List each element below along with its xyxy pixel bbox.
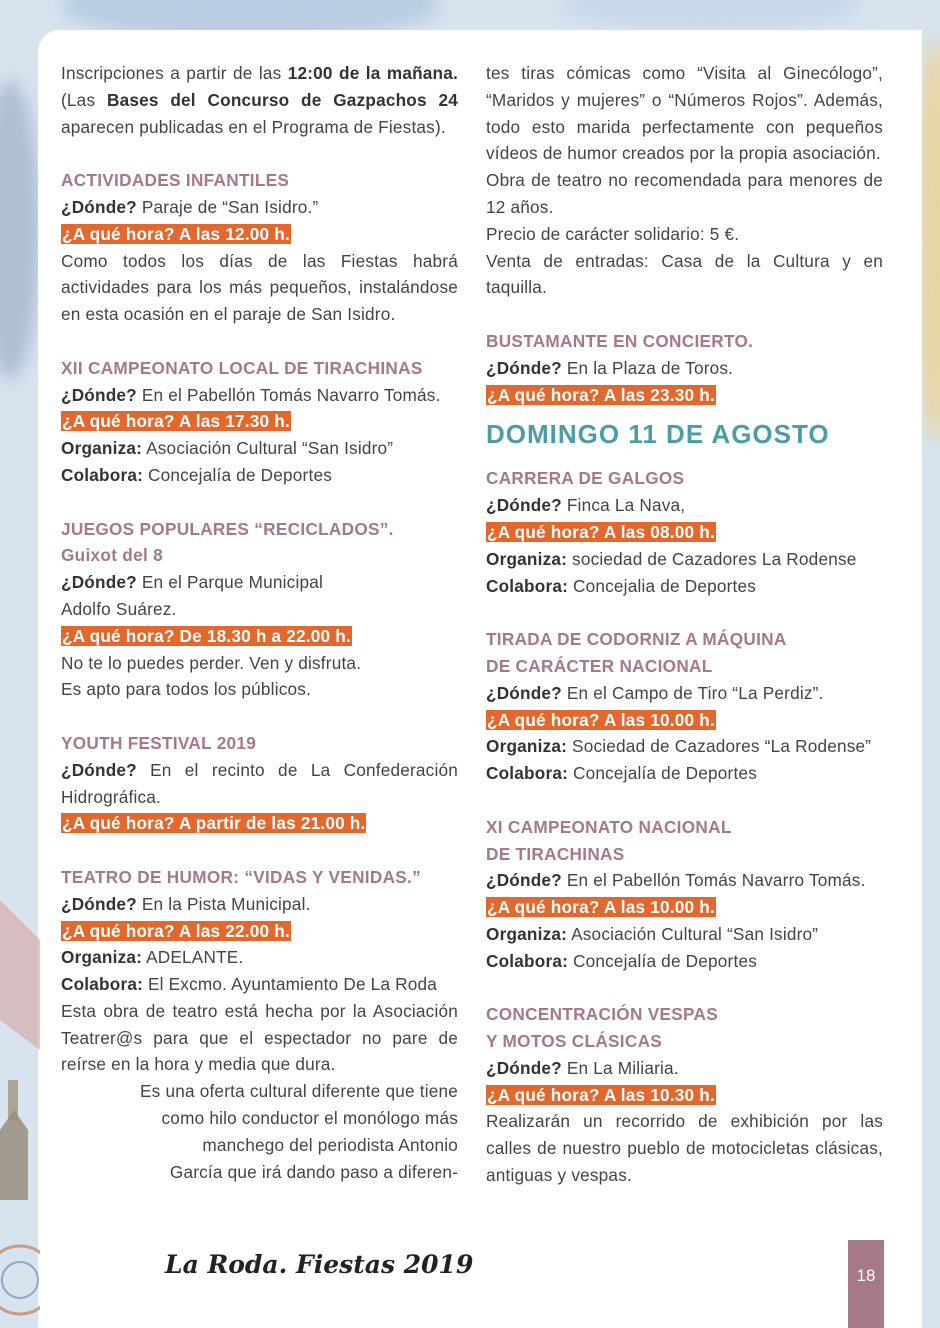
organizer-value: ADELANTE.: [142, 947, 244, 968]
event-collaborator: [486, 573, 883, 600]
event-organizer: [486, 921, 883, 948]
organizer-label: Organiza:: [486, 736, 568, 757]
where-value: Finca La Nava,: [561, 495, 686, 516]
event-time: [486, 1082, 883, 1109]
where-value: En el Campo de Tiro “La Perdiz”.: [561, 682, 824, 703]
event-collaborator: [61, 462, 458, 489]
teatro-description-continued: tes tiras cómicas como “Visita al Ginecólogo”, “Maridos y mujeres” o “Números Rojos”. Además, todo esto marida perfectamente con pequeños vídeos de humor creados por la propia asociación.: [486, 63, 883, 164]
event-title: CONCENTRACIÓN VESPAS: [486, 1004, 719, 1025]
event-time: [61, 918, 458, 945]
event-title: ACTIVIDADES INFANTILES: [61, 170, 290, 191]
event-description: como hilo conductor el monólogo más: [161, 1108, 458, 1129]
where-label: ¿Dónde?: [486, 357, 562, 378]
page-number: 18: [856, 1266, 876, 1285]
where-label: ¿Dónde?: [61, 196, 137, 217]
time-highlight: ¿A qué hora? A las 12.00 h.: [62, 223, 290, 244]
collaborator-label: Colabora:: [486, 763, 569, 784]
intro-text: (Las: [61, 89, 107, 110]
teatro-price: Precio de carácter solidario: 5 €.: [486, 223, 740, 244]
where-value: En el Parque Municipal: [136, 572, 324, 593]
event-collaborator: [486, 760, 883, 787]
organizer-label: Organiza:: [486, 923, 568, 944]
event-location: [61, 382, 458, 409]
event-location: [61, 757, 458, 811]
where-label: ¿Dónde?: [486, 870, 562, 891]
left-column: [61, 60, 458, 1185]
time-highlight: ¿A qué hora? A las 10.30 h.: [487, 1084, 715, 1105]
intro-time: 12:00 de la mañana.: [287, 63, 458, 83]
where-value: En la Pista Municipal.: [136, 893, 311, 914]
town-illustration-icon: [0, 900, 40, 1328]
event-title: TEATRO DE HUMOR: “VIDAS Y VENIDAS.”: [61, 866, 422, 887]
event-title: XI CAMPEONATO NACIONAL: [486, 816, 732, 837]
teatro-tickets: Venta de entradas: Casa de la Cultura y en taquilla.: [486, 250, 883, 298]
event-location: [61, 569, 458, 596]
where-label: ¿Dónde?: [61, 572, 137, 593]
event-description: Realizarán un recorrido de exhibición por las calles de nuestro pueblo de motocicletas clásicas, antiguas y vespas.: [486, 1111, 883, 1186]
event-location-continued: Adolfo Suárez.: [61, 598, 177, 619]
event-location: [486, 355, 883, 382]
event-location: [486, 492, 883, 519]
where-label: ¿Dónde?: [61, 759, 137, 780]
where-value: En la Plaza de Toros.: [561, 357, 734, 378]
background-watercolor-left: [0, 80, 40, 380]
where-value: En La Miliaria.: [561, 1057, 679, 1078]
event-title: TIRADA DE CODORNIZ A MÁQUINA: [486, 629, 787, 650]
event-time: [61, 221, 458, 248]
where-value: En el Pabellón Tomás Navarro Tomás.: [136, 384, 441, 405]
event-title-continued: Y MOTOS CLÁSICAS: [486, 1031, 663, 1052]
event-location: [486, 680, 883, 707]
intro-bases: Bases del Concurso de Gazpachos 24: [106, 89, 458, 110]
event-location: [486, 1055, 883, 1082]
event-organizer: [61, 944, 458, 971]
collaborator-value: El Excmo. Ayuntamiento De La Roda: [143, 974, 438, 995]
event-time: [486, 382, 883, 409]
event-title: CARRERA DE GALGOS: [486, 468, 685, 489]
event-description: No te lo puedes perder. Ven y disfruta.: [61, 652, 362, 673]
event-organizer: [486, 733, 883, 760]
collaborator-value: Concejalía de Deportes: [143, 464, 333, 485]
organizer-value: Asociación Cultural “San Isidro”: [567, 923, 819, 944]
event-time: [61, 408, 458, 435]
event-organizer: [486, 546, 883, 573]
event-description: Es una oferta cultural diferente que tiene: [140, 1081, 458, 1102]
organizer-value: sociedad de Cazadores La Rodense: [567, 548, 857, 569]
time-highlight: ¿A qué hora? A las 23.30 h.: [487, 384, 715, 405]
right-column: [486, 60, 883, 1189]
event-title: XII CAMPEONATO LOCAL DE TIRACHINAS: [61, 357, 423, 378]
where-value: En el Pabellón Tomás Navarro Tomás.: [561, 870, 866, 891]
where-value: Paraje de “San Isidro.”: [136, 196, 319, 217]
time-highlight: ¿A qué hora? A partir de las 21.00 h.: [62, 813, 366, 834]
collaborator-value: Concejalia de Deportes: [568, 575, 757, 596]
event-subtitle: Guixot del 8: [61, 545, 163, 566]
event-title-continued: DE CARÁCTER NACIONAL: [486, 655, 713, 676]
page-number-box: [848, 1240, 884, 1328]
time-highlight: ¿A qué hora? De 18.30 h a 22.00 h.: [62, 625, 351, 646]
where-label: ¿Dónde?: [486, 1057, 562, 1078]
background-watercolor-top-right: [560, 0, 860, 30]
time-highlight: ¿A qué hora? A las 17.30 h.: [62, 411, 290, 432]
event-location: [486, 867, 883, 894]
organizer-label: Organiza:: [61, 438, 143, 459]
event-description: Es apto para todos los públicos.: [61, 679, 312, 700]
organizer-label: Organiza:: [61, 947, 143, 968]
event-collaborator: [486, 948, 883, 975]
teatro-age-note: Obra de teatro no recomendada para menores de 12 años.: [486, 170, 883, 217]
where-label: ¿Dónde?: [486, 495, 562, 516]
organizer-value: Asociación Cultural “San Isidro”: [142, 438, 394, 459]
event-collaborator: [61, 971, 458, 998]
event-title: YOUTH FESTIVAL 2019: [61, 732, 257, 753]
event-time: [61, 623, 458, 650]
where-value: En el recinto de La Confederación Hidrográfica.: [61, 759, 458, 807]
intro-text: aparecen publicadas en el Programa de Fiestas).: [61, 116, 446, 137]
where-label: ¿Dónde?: [61, 384, 137, 405]
event-description: manchego del periodista Antonio: [202, 1134, 458, 1155]
time-highlight: ¿A qué hora? A las 10.00 h.: [487, 897, 715, 918]
collaborator-label: Colabora:: [486, 575, 569, 596]
intro-text: Inscripciones a partir de las: [61, 63, 288, 83]
event-title-continued: DE TIRACHINAS: [486, 843, 625, 864]
registration-intro: [61, 60, 458, 140]
collaborator-label: Colabora:: [486, 950, 569, 971]
event-time: [61, 810, 458, 837]
event-description: Esta obra de teatro está hecha por la Asociación Teatrer@s para que el espectador no pare de reírse en la hora y media que dura.: [61, 1000, 458, 1075]
event-time: [486, 707, 883, 734]
event-organizer: [61, 435, 458, 462]
footer-title: La Roda. Fiestas 2019: [165, 1250, 474, 1279]
event-description: Como todos los días de las Fiestas habrá actividades para los más pequeños, instalándose en esta ocasión en el paraje de San Isidro.: [61, 250, 458, 325]
event-time: [486, 894, 883, 921]
event-location: [61, 194, 458, 221]
where-label: ¿Dónde?: [486, 682, 562, 703]
time-highlight: ¿A qué hora? A las 08.00 h.: [487, 521, 715, 542]
event-description: García que irá dando paso a diferen-: [169, 1161, 458, 1182]
organizer-label: Organiza:: [486, 548, 568, 569]
day-heading: DOMINGO 11 DE AGOSTO: [486, 419, 830, 450]
event-title: JUEGOS POPULARES “RECICLADOS”.: [61, 518, 394, 539]
time-highlight: ¿A qué hora? A las 10.00 h.: [487, 709, 715, 730]
event-title: BUSTAMANTE EN CONCIERTO.: [486, 330, 754, 351]
where-label: ¿Dónde?: [61, 893, 137, 914]
time-highlight: ¿A qué hora? A las 22.00 h.: [62, 920, 290, 941]
collaborator-label: Colabora:: [61, 464, 144, 485]
collaborator-label: Colabora:: [61, 974, 144, 995]
collaborator-value: Concejalía de Deportes: [568, 950, 758, 971]
organizer-value: Sociedad de Cazadores “La Rodense”: [567, 736, 872, 757]
event-time: [486, 519, 883, 546]
collaborator-value: Concejalía de Deportes: [568, 763, 758, 784]
event-location: [61, 891, 458, 918]
